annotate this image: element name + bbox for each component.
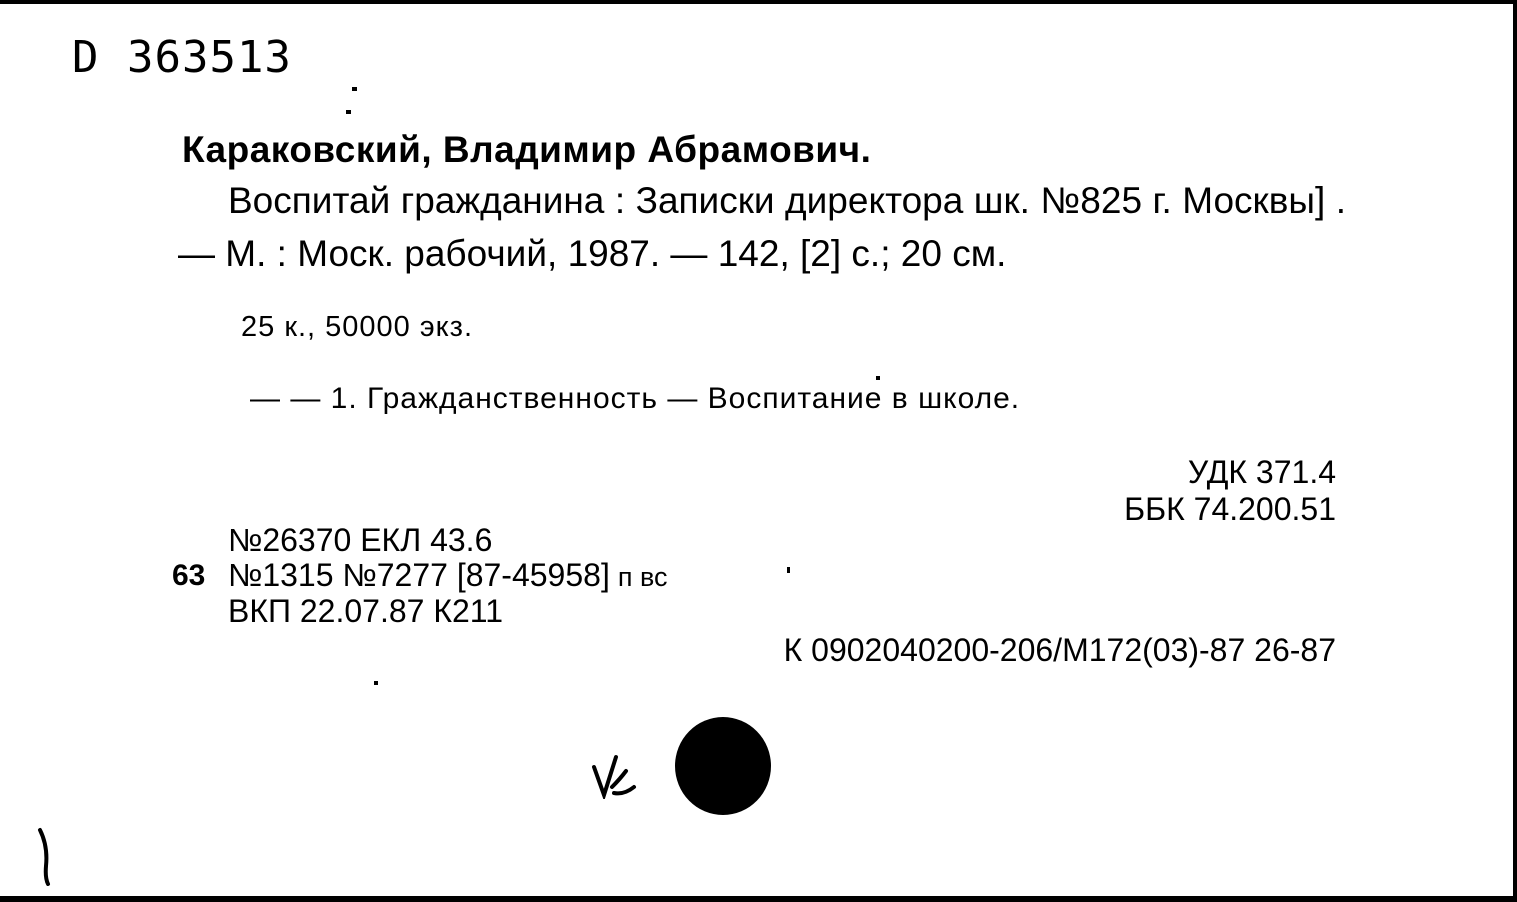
registration-number: 63 — [172, 559, 206, 592]
speck — [346, 110, 351, 114]
speck — [876, 376, 880, 380]
author-heading: Караковский, Владимир Абрамович. — [182, 129, 872, 170]
catalog-code: К 0902040200-206/М172(03)-87 26-87 — [783, 632, 1336, 668]
speck — [352, 87, 357, 91]
subject-heading: — — 1. Гражданственность — Воспитание в школе. — [250, 382, 1021, 415]
description-text: Воспитай гражданина : Записки директора шк. №825 г. Москвы] . — М. : Моск. рабочий, 1987. — 142, [2] с.; 20 см. — [178, 180, 1346, 274]
speck — [374, 681, 378, 685]
registration-line-2-suffix: п вс — [617, 562, 668, 592]
handwritten-mark-icon — [590, 749, 638, 799]
registration-line-2 — [228, 557, 668, 594]
punched-dot — [675, 717, 771, 815]
pencil-mark-icon — [36, 826, 54, 886]
bibliographic-description — [178, 174, 1346, 280]
bbk-index: ББК 74.200.51 — [1124, 491, 1336, 527]
registration-line-2-text: №1315 №7277 [87-45958] — [228, 557, 610, 593]
registration-line-3: ВКП 22.07.87 К211 — [228, 593, 503, 629]
registration-line-1: №26370 ЕКЛ 43.6 — [228, 522, 493, 558]
udk-index: УДК 371.4 — [1187, 454, 1336, 490]
speck — [787, 567, 790, 573]
price-print-run: 25 к., 50000 экз. — [241, 311, 474, 343]
card-number: D 363513 — [72, 32, 292, 83]
